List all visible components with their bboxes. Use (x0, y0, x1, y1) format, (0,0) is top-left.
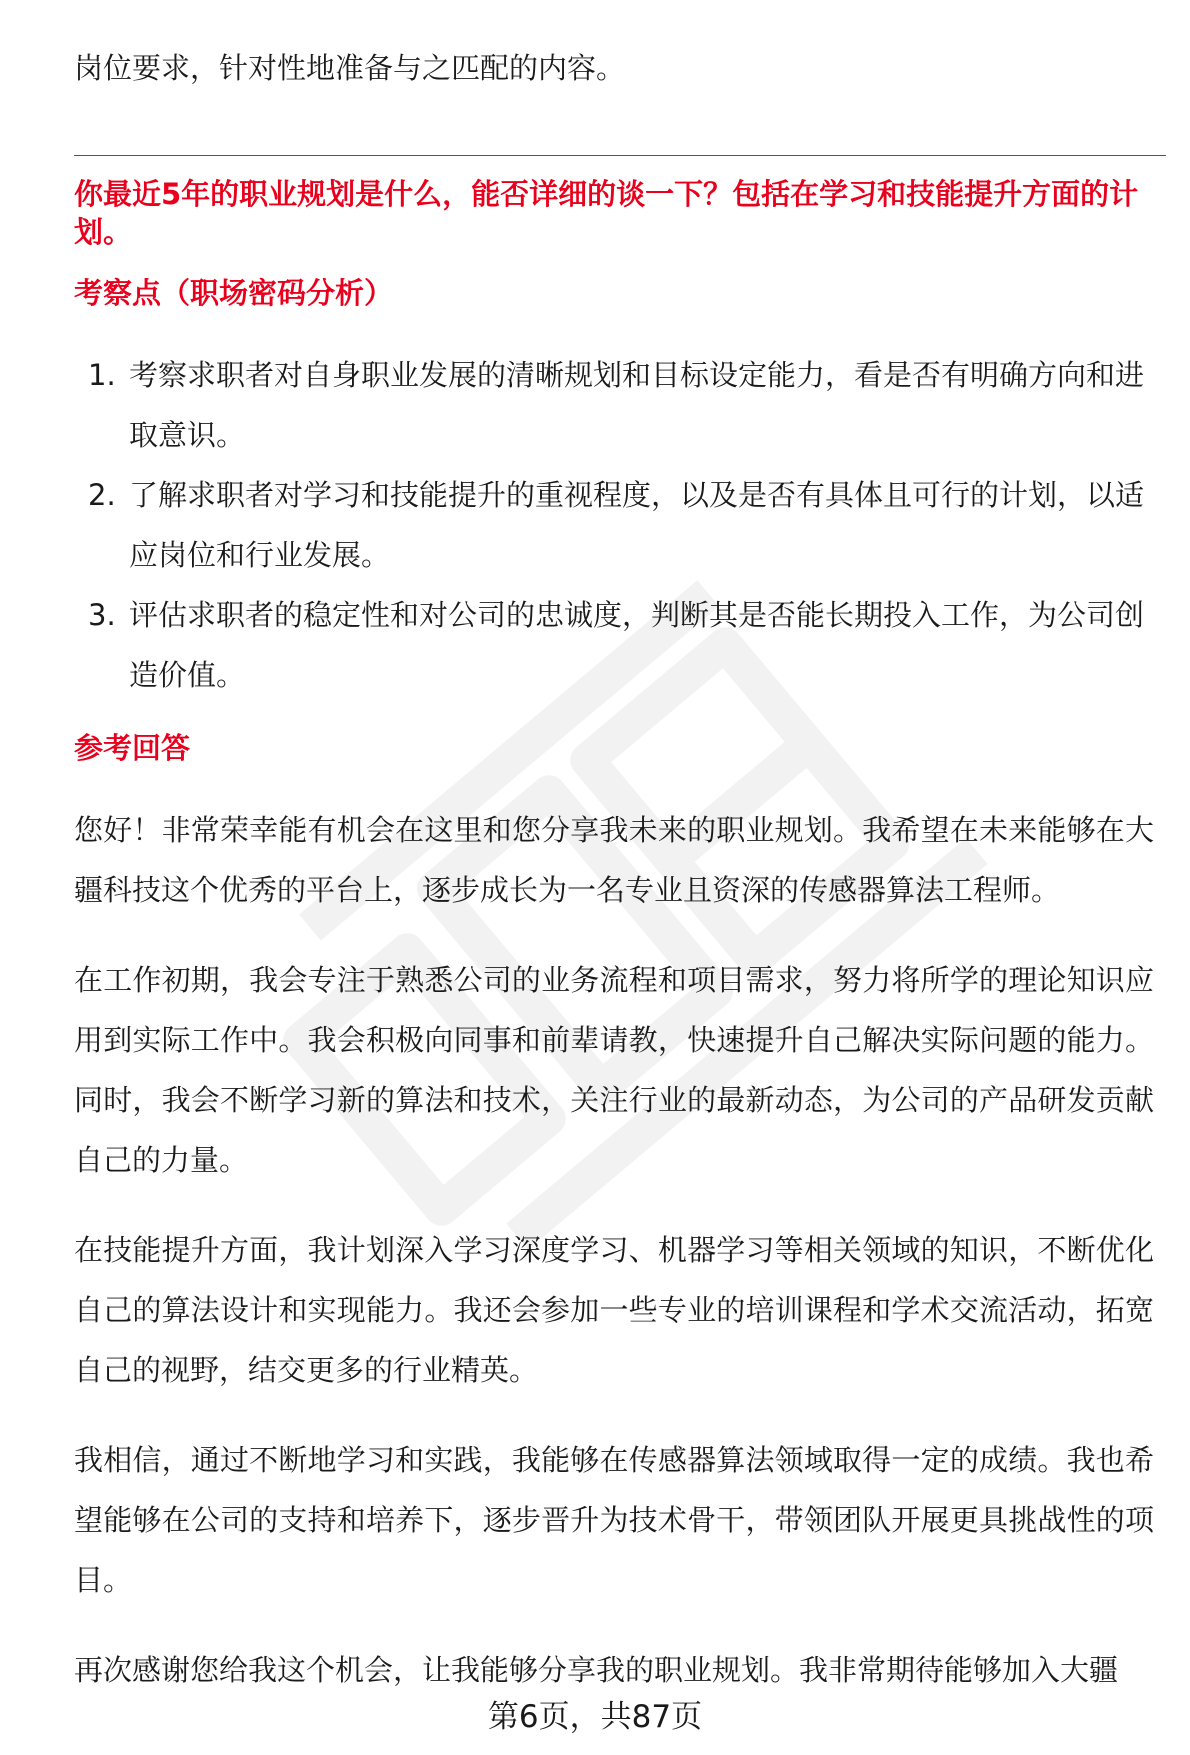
list-item-number: 3. (88, 598, 116, 632)
answer-paragraph: 我相信，通过不断地学习和实践，我能够在传感器算法领域取得一定的成绩。我也希望能够在公司的支持和培养下，逐步晋升为技术骨干，带领团队开展更具挑战性的项目。 (74, 1443, 1154, 1597)
answer-paragraph: 在技能提升方面，我计划深入学习深度学习、机器学习等相关领域的知识，不断优化自己的算法设计和实现能力。我还会参加一些专业的培训课程和学术交流活动，拓宽自己的视野，结交更多的行业精英。 (74, 1233, 1154, 1387)
list-item-text: 评估求职者的稳定性和对公司的忠诚度，判断其是否能长期投入工作，为公司创造价值。 (129, 598, 1145, 692)
interview-question: 你最近5年的职业规划是什么，能否详细的谈一下？包括在学习和技能提升方面的计划。 (74, 177, 1139, 249)
list-item (74, 465, 1154, 585)
intro-line: 岗位要求，针对性地准备与之匹配的内容。 (74, 51, 626, 85)
reference-answer (74, 800, 1154, 1730)
points-heading: 考察点（职场密码分析） (74, 276, 394, 310)
list-item-text: 考察求职者对自身职业发展的清晰规划和目标设定能力，看是否有明确方向和进取意识。 (129, 358, 1145, 452)
list-item-number: 2. (88, 478, 116, 512)
answer-paragraph: 您好！非常荣幸能有机会在这里和您分享我未来的职业规划。我希望在未来能够在大疆科技这个优秀的平台上，逐步成长为一名专业且资深的传感器算法工程师。 (74, 813, 1154, 907)
section-divider (74, 155, 1166, 156)
list-item (74, 585, 1154, 705)
list-item (74, 345, 1154, 465)
answer-heading: 参考回答 (74, 731, 191, 765)
list-item-number: 1. (88, 358, 116, 392)
list-item-text: 了解求职者对学习和技能提升的重视程度，以及是否有具体且可行的计划，以适应岗位和行业发展。 (129, 478, 1145, 572)
assessment-points-list (74, 345, 1154, 705)
page-number-footer: 第6页，共87页 (487, 1699, 703, 1735)
answer-paragraph: 再次感谢您给我这个机会，让我能够分享我的职业规划。我非常期待能够加入大疆 (74, 1653, 1119, 1687)
answer-paragraph: 在工作初期，我会专注于熟悉公司的业务流程和项目需求，努力将所学的理论知识应用到实际工作中。我会积极向同事和前辈请教，快速提升自己解决实际问题的能力。同时，我会不断学习新的算法和技术，关注行业的最新动态，为公司的产品研发贡献自己的力量。 (74, 963, 1154, 1177)
